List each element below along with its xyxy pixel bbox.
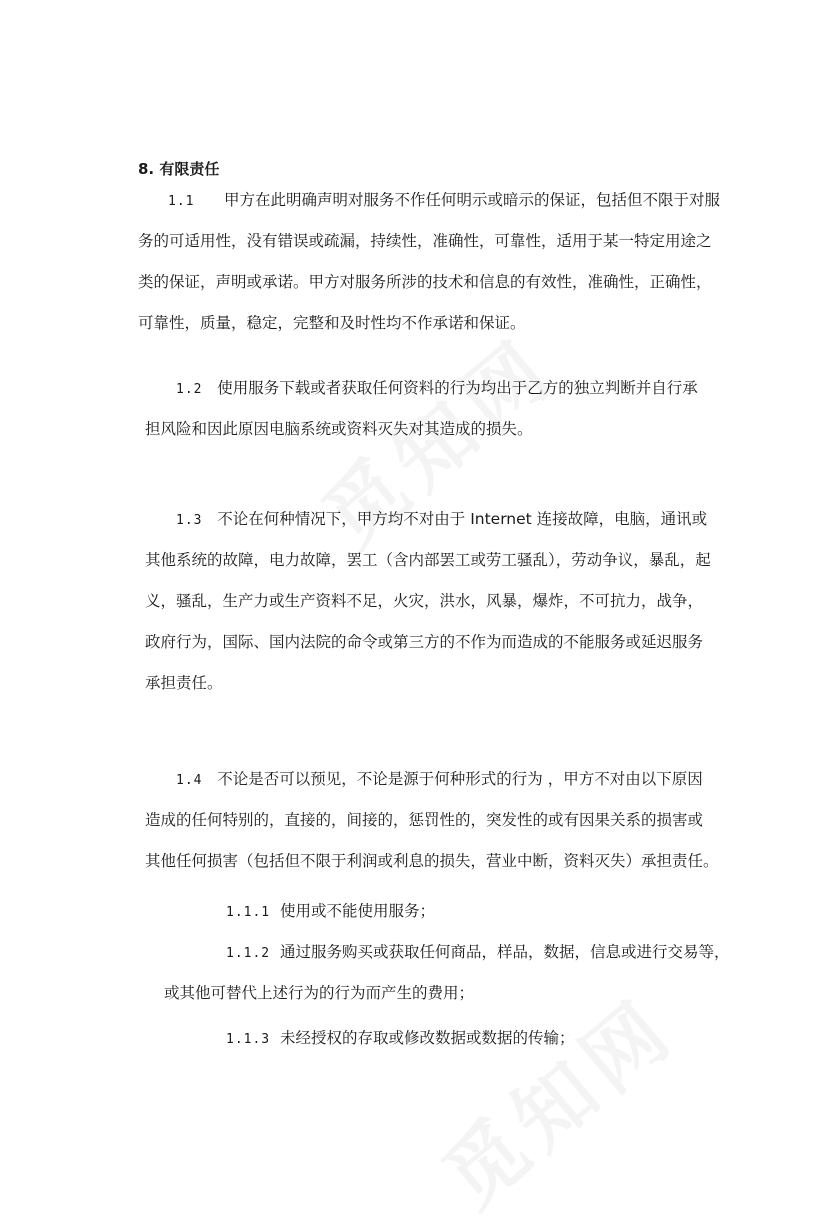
clause-1-4 (145, 759, 719, 882)
clause-1-1 (138, 180, 720, 344)
text-line: 务的可适用性，没有错误或疏漏，持续性，准确性，可靠性，适用于某一特定用途之 (138, 232, 712, 250)
text-line: 担风险和因此原因电脑系统或资料灭失对其造成的损失。 (145, 420, 533, 438)
clause-1-1-2 (164, 932, 730, 1014)
text-line: 类的保证，声明或承诺。甲方对服务所涉的技术和信息的有效性，准确性，正确性， (138, 273, 712, 291)
text-line: 承担责任。 (145, 674, 223, 692)
clause-number: 1.2 (176, 382, 203, 397)
clause-1-1-1 (226, 891, 435, 932)
clause-1-1-3 (226, 1018, 575, 1059)
clause-number: 1.4 (176, 773, 203, 788)
clause-text: 甲方在此明确声明对服务不作任何明示或暗示的保证，包括但不限于对服 (224, 191, 721, 209)
text-line: 政府行为，国际、国内法院的命令或第三方的不作为而造成的不能服务或延迟服务 (145, 633, 704, 651)
text-line (226, 932, 730, 973)
clause-number: 1.1.1 (226, 905, 271, 920)
text-line: 造成的任何特别的，直接的，间接的，惩罚性的，突发性的或有因果关系的损害或 (145, 811, 704, 829)
clause-number: 1.3 (176, 513, 203, 528)
section-title: 8. 有限责任 (138, 160, 220, 178)
text-line (226, 1018, 575, 1059)
text-line (145, 368, 698, 409)
text-line: 其他任何损害（包括但不限于利润或利息的损失，营业中断，资料灭失）承担责任。 (145, 852, 719, 870)
clause-text: 不论是否可以预见，不论是源于何种形式的行为 ，甲方不对由以下原因 (217, 770, 703, 788)
clause-text: 使用或不能使用服务； (280, 902, 436, 920)
clause-text: 通过服务购买或获取任何商品，样品，数据，信息或进行交易等， (280, 943, 730, 961)
clause-1-3 (145, 499, 711, 704)
clause-text: 不论在何种情况下，甲方均不对由于 Internet 连接故障，电脑，通讯或 (217, 510, 708, 528)
text-line: 或其他可替代上述行为的行为而产生的费用； (164, 984, 475, 1002)
clause-number: 1.1.2 (226, 946, 271, 961)
clause-number: 1.1 (168, 194, 195, 209)
clause-text: 使用服务下载或者获取任何资料的行为均出于乙方的独立判断并自行承 (217, 379, 698, 397)
text-line (226, 891, 435, 932)
clause-number: 1.1.3 (226, 1032, 271, 1047)
text-line (145, 499, 711, 540)
text-line (138, 180, 720, 221)
text-line: 可靠性，质量，稳定，完整和及时性均不作承诺和保证。 (138, 314, 526, 332)
text-line: 义，骚乱，生产力或生产资料不足，火灾，洪水，风暴，爆炸，不可抗力，战争， (145, 592, 704, 610)
clause-1-2 (145, 368, 698, 450)
text-line (145, 759, 719, 800)
clause-text: 未经授权的存取或修改数据或数据的传输； (280, 1029, 575, 1047)
text-line: 其他系统的故障，电力故障，罢工（含内部罢工或劳工骚乱），劳动争议，暴乱，起 (145, 551, 711, 569)
